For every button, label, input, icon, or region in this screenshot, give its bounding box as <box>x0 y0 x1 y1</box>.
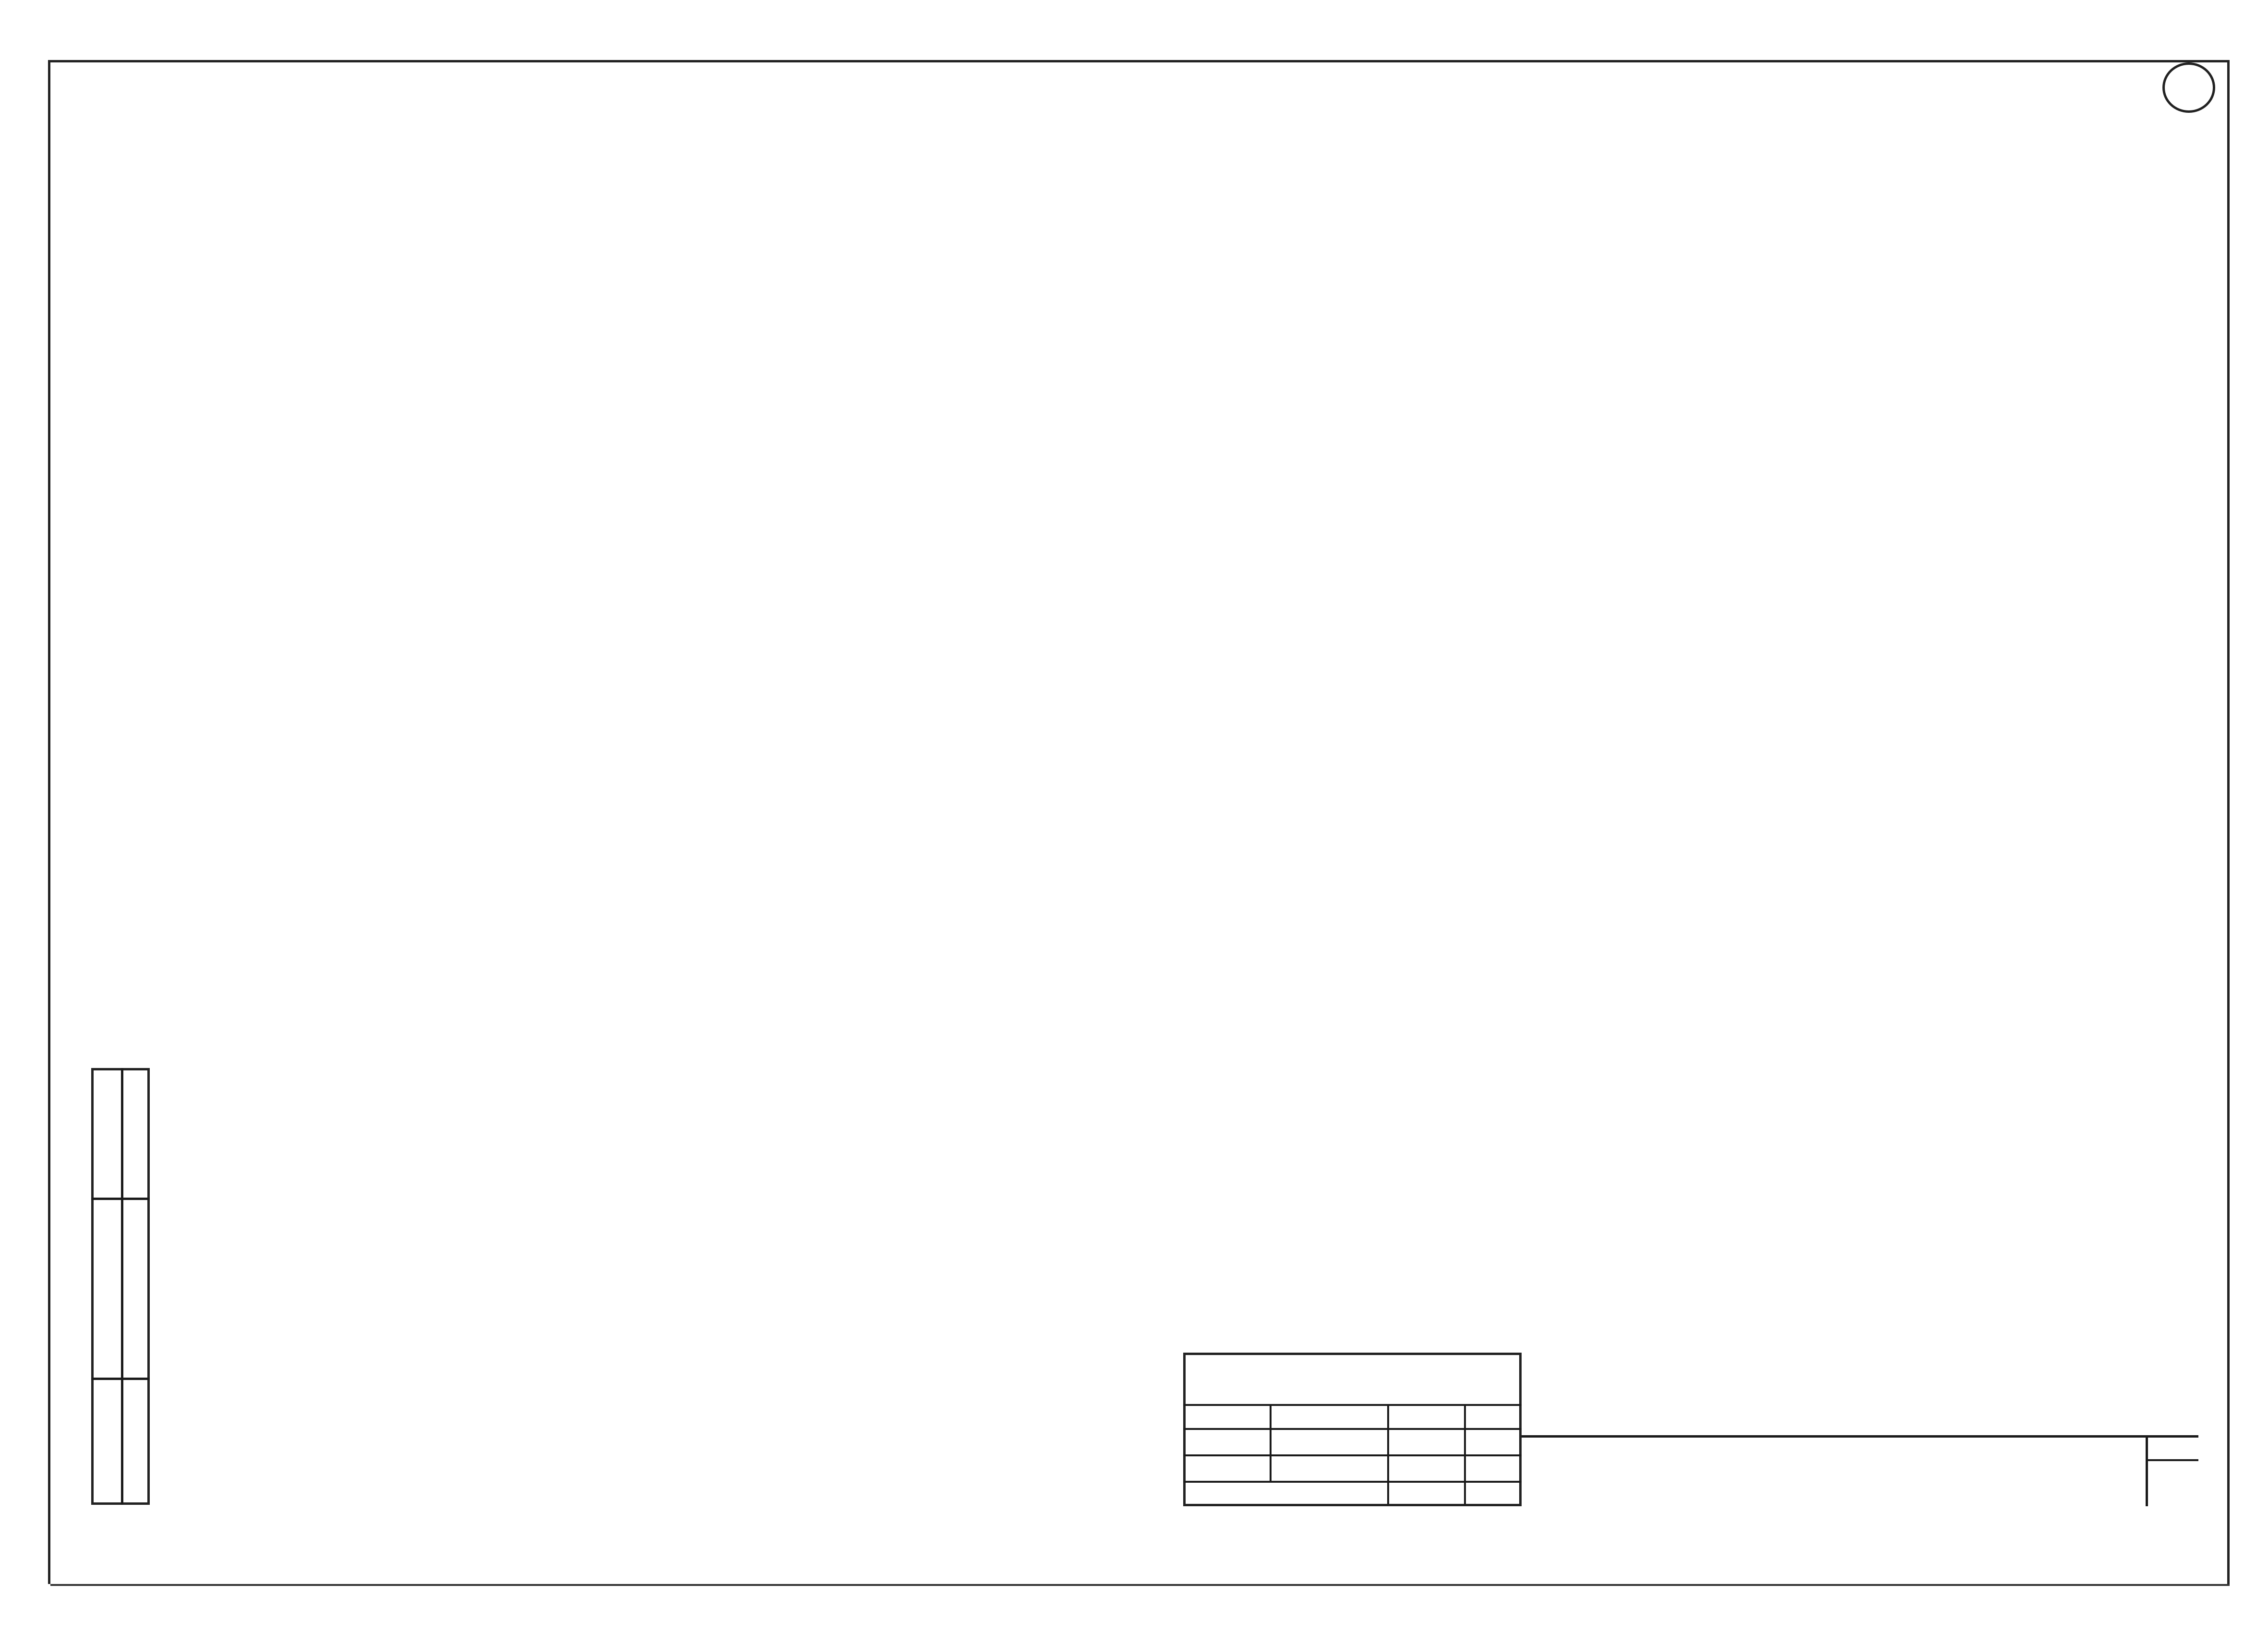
page-stamp-number <box>2162 62 2215 113</box>
drawing-frame <box>48 60 2230 1584</box>
sidebar-label-replaced-inv <box>98 1063 118 1202</box>
sidebar-label-inv-original <box>98 1375 118 1510</box>
sidebar-label-signature-date <box>98 1195 118 1382</box>
frame-bottom-line <box>50 1584 2230 1586</box>
